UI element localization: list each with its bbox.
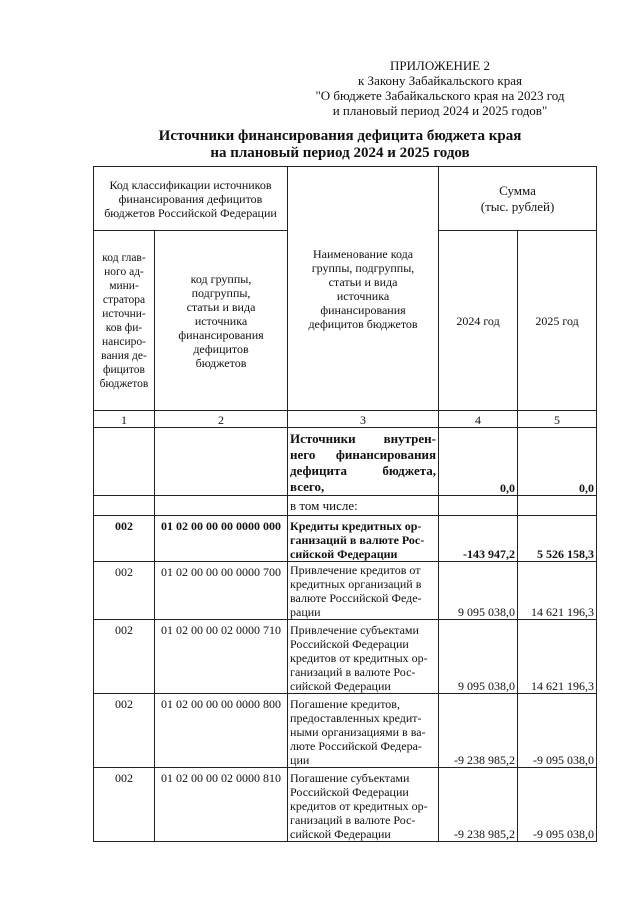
table-row bbox=[94, 562, 597, 620]
including-2024-cell bbox=[439, 496, 518, 516]
row-2025: -9 095 038,0 bbox=[518, 768, 597, 842]
col-num-1: 1 bbox=[94, 411, 155, 428]
row-2024: -9 238 985,2 bbox=[439, 768, 518, 842]
row-source-code: 01 02 00 00 00 0000 800 bbox=[155, 694, 288, 768]
title-line-2: на плановый период 2024 и 2025 годов bbox=[210, 145, 470, 161]
column-numbers-row bbox=[94, 411, 597, 428]
col-num-2: 2 bbox=[155, 411, 288, 428]
title-line-1: Источники финансирования дефицита бюджета края bbox=[158, 128, 522, 144]
header-2025: 2025 год bbox=[518, 231, 597, 411]
row-admin-code: 002 bbox=[94, 562, 155, 620]
including-2025-cell bbox=[518, 496, 597, 516]
row-name: Погашение субъектами Российской Федерации кредитов от кредитных ор- ганизаций в валюте Рос- сийской Федерации bbox=[288, 768, 439, 842]
row-source-code: 01 02 00 00 00 0000 700 bbox=[155, 562, 288, 620]
including-code-cell bbox=[155, 496, 288, 516]
appendix-law-title-2: и плановый период 2024 и 2025 годов" bbox=[332, 103, 548, 118]
total-code-cell bbox=[155, 428, 288, 496]
including-label: в том числе: bbox=[288, 496, 439, 516]
row-2025: 5 526 158,3 bbox=[518, 516, 597, 562]
table-row bbox=[94, 694, 597, 768]
row-source-code: 01 02 00 00 02 0000 710 bbox=[155, 620, 288, 694]
row-source-code: 01 02 00 00 02 0000 810 bbox=[155, 768, 288, 842]
header-name: Наименование кода группы, подгруппы, статьи и вида источника финансирования дефицитов бюджетов bbox=[288, 167, 439, 411]
row-admin-code: 002 bbox=[94, 620, 155, 694]
header-admin-code: код глав- ного ад- мини- стратора источни- ков фи- нансиро- вания де- фицитов бюджетов bbox=[94, 231, 155, 411]
header-amount: Сумма (тыс. рублей) bbox=[439, 167, 597, 231]
row-2024: -9 238 985,2 bbox=[439, 694, 518, 768]
col-num-4: 4 bbox=[439, 411, 518, 428]
header-source-code: код группы, подгруппы, статьи и вида источника финансирования дефицитов бюджетов bbox=[155, 231, 288, 411]
row-2025: 14 621 196,3 bbox=[518, 620, 597, 694]
appendix-law-title-1: "О бюджете Забайкальского края на 2023 год bbox=[315, 88, 565, 103]
appendix-number: ПРИЛОЖЕНИЕ 2 bbox=[390, 58, 490, 73]
row-2024: -143 947,2 bbox=[439, 516, 518, 562]
header-2024: 2024 год bbox=[439, 231, 518, 411]
row-name: Привлечение субъектами Российской Федерации кредитов от кредитных ор- ганизаций в валюте Рос- сийской Федерации bbox=[288, 620, 439, 694]
total-name: Источники внутрен- него финансирования дефицита бюджета, всего, bbox=[288, 428, 439, 496]
row-name: Погашение кредитов, предоставленных кредит- ными организациями в ва- люте Российской Федера- ции bbox=[288, 694, 439, 768]
total-row bbox=[94, 428, 597, 496]
table-row bbox=[94, 620, 597, 694]
total-admin-cell bbox=[94, 428, 155, 496]
row-source-code: 01 02 00 00 00 0000 000 bbox=[155, 516, 288, 562]
total-2024: 0,0 bbox=[439, 428, 518, 496]
row-admin-code: 002 bbox=[94, 694, 155, 768]
row-admin-code: 002 bbox=[94, 516, 155, 562]
row-name: Кредиты кредитных ор- ганизаций в валюте Рос- сийской Федерации bbox=[288, 516, 439, 562]
including-admin-cell bbox=[94, 496, 155, 516]
col-num-5: 5 bbox=[518, 411, 597, 428]
including-row bbox=[94, 496, 597, 516]
row-2025: -9 095 038,0 bbox=[518, 694, 597, 768]
header-code-group: Код классификации источников финансирования дефицитов бюджетов Российской Федерации bbox=[94, 167, 288, 231]
header-row-1 bbox=[94, 167, 597, 231]
appendix-law-ref: к Закону Забайкальского края bbox=[357, 73, 522, 88]
total-2025: 0,0 bbox=[518, 428, 597, 496]
row-2025: 14 621 196,3 bbox=[518, 562, 597, 620]
row-name: Привлечение кредитов от кредитных организаций в валюте Российской Феде- рации bbox=[288, 562, 439, 620]
row-2024: 9 095 038,0 bbox=[439, 620, 518, 694]
col-num-3: 3 bbox=[288, 411, 439, 428]
financing-sources-table bbox=[93, 166, 597, 842]
document-title bbox=[100, 128, 580, 162]
appendix-block bbox=[290, 58, 590, 118]
row-admin-code: 002 bbox=[94, 768, 155, 842]
table-row bbox=[94, 768, 597, 842]
row-2024: 9 095 038,0 bbox=[439, 562, 518, 620]
table-row bbox=[94, 516, 597, 562]
